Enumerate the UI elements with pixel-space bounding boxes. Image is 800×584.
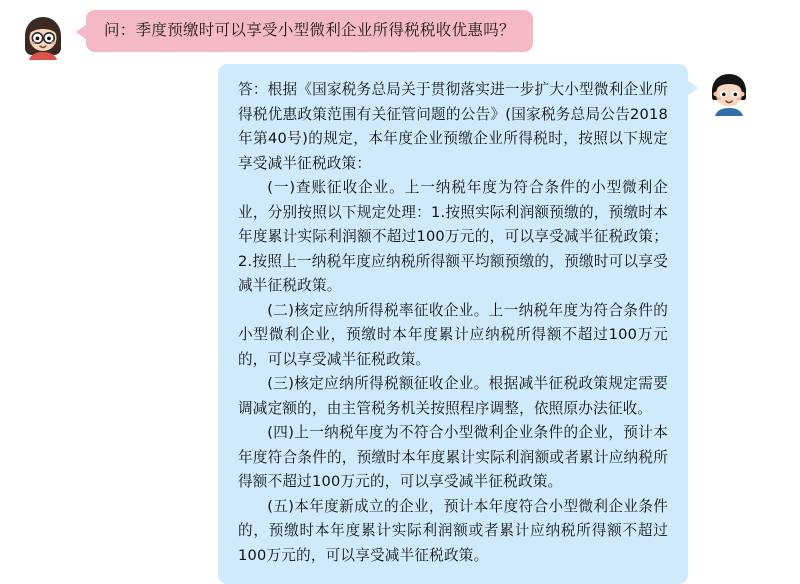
question-row (18, 10, 533, 60)
question-bubble (86, 10, 533, 52)
girl-avatar-icon (18, 10, 68, 60)
answer-row (218, 64, 754, 584)
answer-paragraph-4: (三)核定应纳所得税额征收企业。根据减半征税政策规定需要调减定额的，由主管税务机关按照程序调整，依照原办法征收。 (238, 375, 668, 417)
boy-avatar-icon (704, 66, 754, 116)
answer-paragraph-2: (一)查账征收企业。上一纳税年度为符合条件的小型微利企业，分别按照以下规定处理：1.按照实际利润额预缴的，预缴时本年度累计实际利润额不超过100万元的，可以享受减半征税政策；2.按照上一纳税年度应纳税所得额平均额预缴的，预缴时可以享受减半征税政策。 (238, 179, 668, 295)
answer-paragraph-3: (二)核定应纳所得税率征收企业。上一纳税年度为符合条件的小型微利企业，预缴时本年度累计应纳税所得额不超过100万元的，可以享受减半征税政策。 (238, 301, 668, 368)
question-text: 问：季度预缴时可以享受小型微利企业所得税税收优惠吗？ (104, 21, 515, 39)
answer-paragraph-5: (四)上一纳税年度为不符合小型微利企业条件的企业，预计本年度符合条件的，预缴时本年度累计实际利润额或者累计应纳税所得额不超过100万元的，可以享受减半征税政策。 (238, 424, 668, 491)
answer-paragraph-6: (五)本年度新成立的企业，预计本年度符合小型微利企业条件的，预缴时本年度累计实际利润额或者累计应纳税所得额不超过100万元的，可以享受减半征税政策。 (238, 497, 668, 564)
answer-bubble (218, 64, 688, 584)
answer-paragraph-1: 答：根据《国家税务总局关于贯彻落实进一步扩大小型微利企业所得税优惠政策范围有关征管问题的公告》(国家税务总局公告2018年第40号)的规定，本年度企业预缴企业所得税时，按照以下规定享受减半征税政策： (238, 81, 668, 172)
